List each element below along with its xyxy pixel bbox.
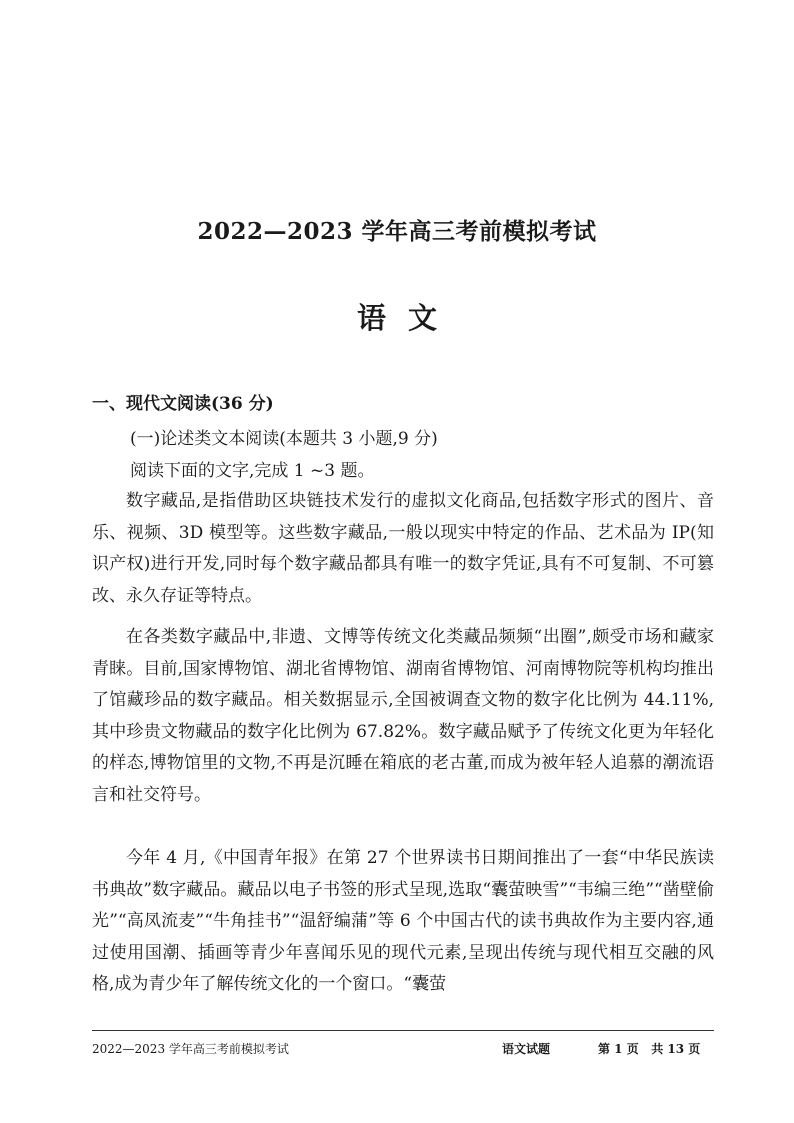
footer-page-number: 第 1 页 共 13 页 [598,1042,701,1056]
footer-subject: 语文试题 [502,1042,551,1056]
footer-exam-name: 2022—2023 学年高三考前模拟考试 [92,1042,289,1056]
paragraph-3: 今年 4 月,《中国青年报》在第 27 个世界读书日期间推出了一套“中华民族读书典故”数字藏品。藏品以电子书签的形式呈现,选取“囊萤映雪”“韦编三绝”“凿壁偷光”“高凤流麦”“牛角挂书”“温舒编蒲”等 6 个中国古代的读书典故作为主要内容,通过使用国潮、插画等青少年喜闻乐见的现代元素,呈现出传统与现代相互交融的风格,成为青少年了解传统文化的一个窗口。“囊萤 [92,848,714,995]
exam-title: 2022—2023 学年高三考前模拟考试 [197,218,597,245]
instruction: 阅读下面的文字,完成 1 ~3 题。 [130,461,375,481]
paragraph-2: 在各类数字藏品中,非遗、文博等传统文化类藏品频频“出圈”,颇受市场和藏家青睐。目前,国家博物馆、湖北省博物馆、湖南省博物馆、河南博物院等机构均推出了馆藏珍品的数字藏品。相关数据显示,全国被调查文物的数字化比例为 44.11%,其中珍贵文物藏品的数字化比例为 67.82%。数字藏品赋予了传统文化更为年轻化的样态,博物馆里的文物,不再是沉睡在箱底的老古董,而成为被年轻人追慕的潮流语言和社交符号。 [92,627,714,805]
subject-title: 语文 [356,301,459,335]
section-heading: 一、现代文阅读(36 分) [92,394,274,414]
sub-heading: (一)论述类文本阅读(本题共 3 小题,9 分) [130,429,438,449]
footer-divider [92,1030,714,1031]
paragraph-1: 数字藏品,是指借助区块链技术发行的虚拟文化商品,包括数字形式的图片、音乐、视频、3D 模型等。这些数字藏品,一般以现实中特定的作品、艺术品为 IP(知识产权)进行开发,同时每个数字藏品都具有唯一的数字凭证,具有不可复制、不可篡改、永久存证等特点。 [92,491,714,606]
